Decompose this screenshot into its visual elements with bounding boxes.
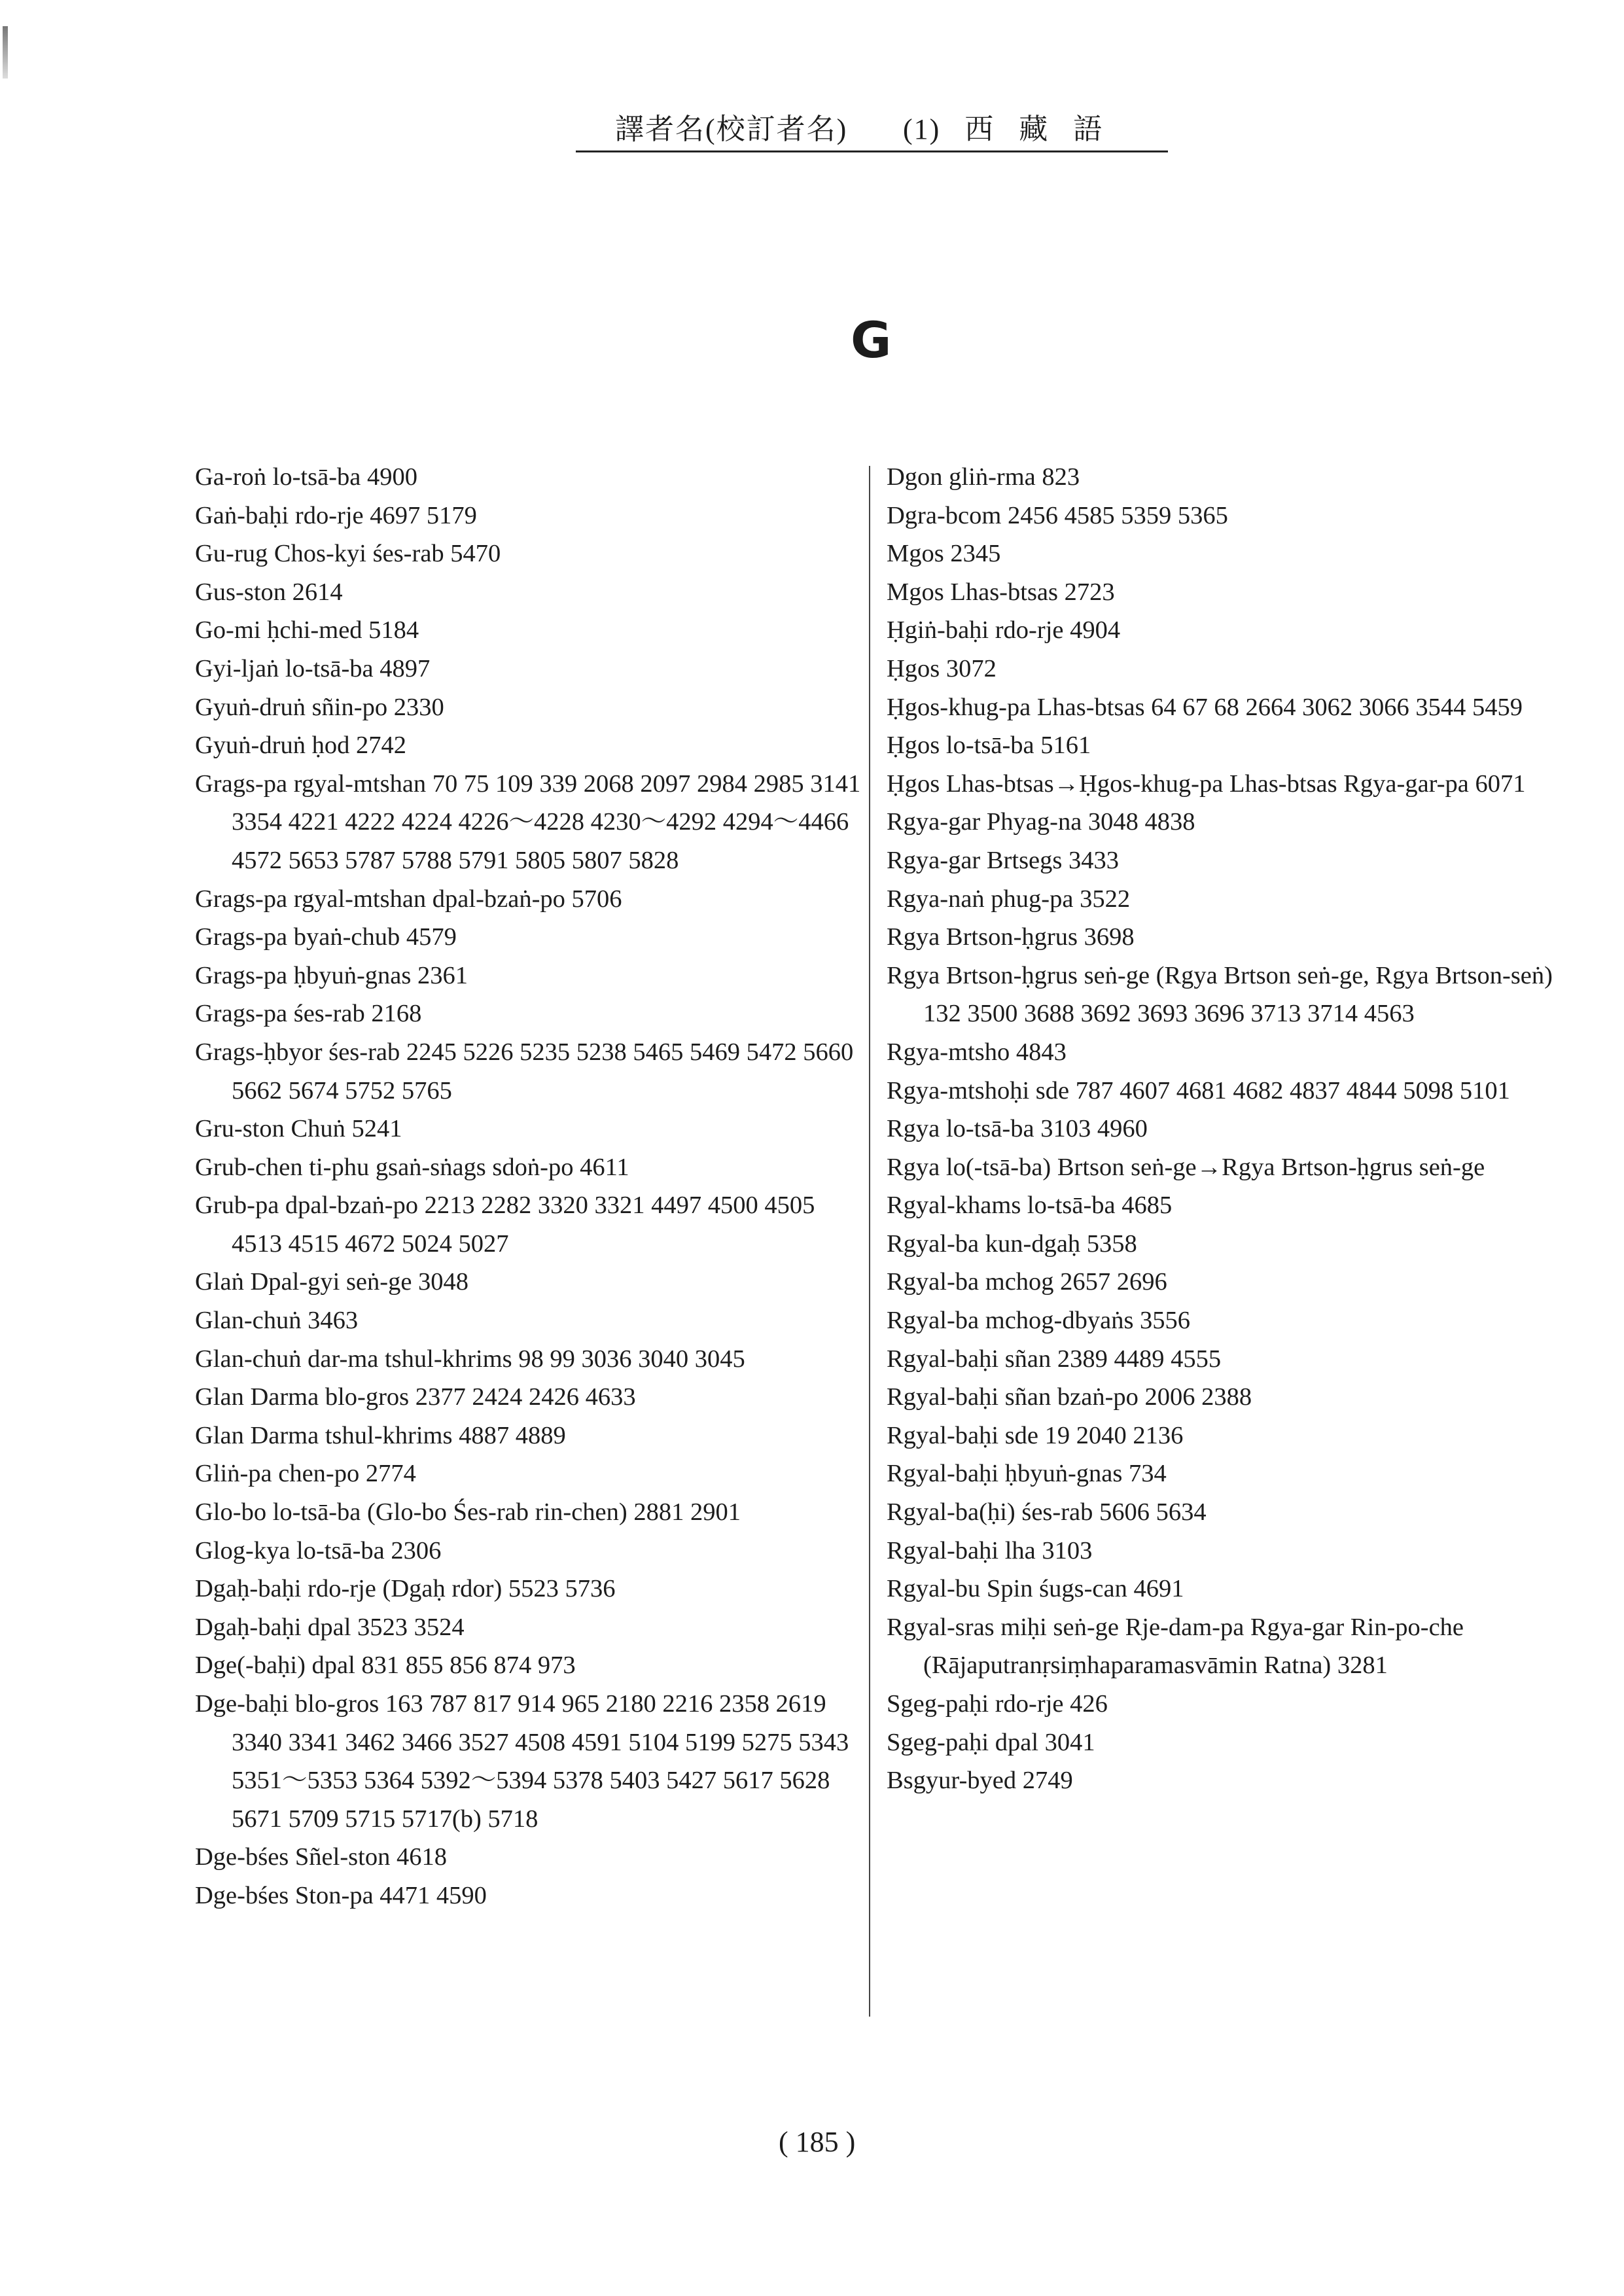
index-entry: Grags-pa ḥbyuṅ-gnas 2361 — [195, 961, 468, 989]
index-entry: Sgeg-paḥi rdo-rje 426 — [887, 1690, 1108, 1718]
index-entry: Grags-pa rgyal-mtshan 70 75 109 339 2068 2097 2984 2985 3141 3354 4221 4222 4224 4226～4228 4230～4292 4294～4466 4572 5653 5787 5788 5791 5805 5807 5828 — [195, 769, 861, 874]
index-entry: Gus-ston 2614 — [195, 578, 343, 606]
index-entry: Glan Darma blo-gros 2377 2424 2426 4633 — [195, 1383, 636, 1411]
index-entry: Dge-bśes Ston-pa 4471 4590 — [195, 1881, 487, 1909]
index-entry: Gu-rug Chos-kyi śes-rab 5470 — [195, 540, 501, 568]
index-entry: Dgra-bcom 2456 4585 5359 5365 — [887, 501, 1228, 529]
index-entry: Grags-pa byaṅ-chub 4579 — [195, 923, 457, 951]
index-entry: Glan-chuṅ 3463 — [195, 1307, 359, 1335]
index-entry: Glo-bo lo-tsā-ba (Glo-bo Śes-rab rin-chen) 2881 2901 — [195, 1498, 741, 1527]
index-entry: Dge(-baḥi) dpal 831 855 856 874 973 — [195, 1651, 576, 1680]
index-entry: Go-mi ḥchi-med 5184 — [195, 616, 419, 645]
index-entry: Grags-pa śes-rab 2168 — [195, 1000, 422, 1028]
index-entry: Rgyal-ba(ḥi) śes-rab 5606 5634 — [887, 1498, 1207, 1527]
index-entry: Rgya-mtshoḥi sde 787 4607 4681 4682 4837 4844 5098 5101 — [887, 1076, 1510, 1104]
index-column-right — [887, 458, 1567, 1800]
index-entry: Rgya-gar Phyag-na 3048 4838 — [887, 808, 1195, 836]
index-entry: Glan Darma tshul-khrims 4887 4889 — [195, 1421, 566, 1449]
index-entry: Dgaḥ-baḥi rdo-rje (Dgaḥ rdor) 5523 5736 — [195, 1575, 616, 1603]
index-column-left — [195, 458, 869, 1915]
scan-edge-mark — [3, 26, 8, 79]
index-entry: Rgya-mtsho 4843 — [887, 1038, 1067, 1066]
running-header — [576, 110, 1168, 152]
index-entry: Rgyal-bu Spin śugs-can 4691 — [887, 1575, 1184, 1603]
index-entry: Rgyal-baḥi sñan bzaṅ-po 2006 2388 — [887, 1383, 1252, 1411]
page-number: ( 185 ) — [779, 2126, 856, 2158]
index-entry: Gyi-ljaṅ lo-tsā-ba 4897 — [195, 654, 431, 682]
index-entry: Ga-roṅ lo-tsā-ba 4900 — [195, 463, 417, 491]
index-entry: Gliṅ-pa chen-po 2774 — [195, 1460, 416, 1488]
index-entry: Mgos 2345 — [887, 540, 1001, 568]
index-entry: Gaṅ-baḥi rdo-rje 4697 5179 — [195, 501, 477, 529]
index-entry: Grags-ḥbyor śes-rab 2245 5226 5235 5238 5465 5469 5472 5660 5662 5674 5752 5765 — [195, 1038, 854, 1104]
index-entry: Glaṅ Dpal-gyi seṅ-ge 3048 — [195, 1268, 469, 1296]
index-entry: Ḥgiṅ-baḥi rdo-rje 4904 — [887, 616, 1121, 645]
index-entry: Grub-chen ti-phu gsaṅ-sṅags sdoṅ-po 4611 — [195, 1153, 629, 1181]
section-letter: G — [851, 311, 892, 369]
index-entry: Sgeg-paḥi dpal 3041 — [887, 1728, 1095, 1756]
index-entry: Rgya-gar Brtsegs 3433 — [887, 846, 1119, 874]
index-entry: Mgos Lhas-btsas 2723 — [887, 578, 1115, 606]
index-entry: Rgyal-ba mchog 2657 2696 — [887, 1268, 1167, 1296]
index-entry: Dge-bśes Sñel-ston 4618 — [195, 1843, 447, 1871]
index-entry: Ḥgos Lhas-btsas→Ḥgos-khug-pa Lhas-btsas Rgya-gar-pa 6071 — [887, 769, 1526, 798]
index-entry: Rgyal-baḥi lha 3103 — [887, 1536, 1093, 1564]
index-entry: Rgyal-baḥi sñan 2389 4489 4555 — [887, 1345, 1222, 1373]
index-entry: Rgyal-baḥi ḥbyuṅ-gnas 734 — [887, 1460, 1167, 1488]
index-entry: Ḥgos 3072 — [887, 654, 997, 682]
index-entry: Rgyal-sras miḥi seṅ-ge Rje-dam-pa Rgya-gar Rin-po-che (Rājaputranṛsiṃhaparamasvāmin Ratna) 3281 — [887, 1613, 1464, 1680]
column-divider — [869, 466, 870, 2017]
index-entry: Bsgyur-byed 2749 — [887, 1767, 1073, 1795]
index-entry: Ḥgos lo-tsā-ba 5161 — [887, 732, 1091, 760]
index-entry: Rgya lo(-tsā-ba) Brtson seṅ-ge→Rgya Brtson-ḥgrus seṅ-ge — [887, 1153, 1485, 1181]
index-entry: Dgaḥ-baḥi dpal 3523 3524 — [195, 1613, 465, 1641]
index-entry: Dgon gliṅ-rma 823 — [887, 463, 1080, 491]
index-entry: Glan-chuṅ dar-ma tshul-khrims 98 99 3036 3040 3045 — [195, 1345, 745, 1373]
index-entry: Gyuṅ-druṅ ḥod 2742 — [195, 732, 406, 760]
index-entry: Rgya Brtson-ḥgrus seṅ-ge (Rgya Brtson seṅ-ge, Rgya Brtson-seṅ) 132 3500 3688 3692 3693 3696 3713 3714 4563 — [887, 961, 1553, 1028]
header-title: 譯者名(校訂者名) — [615, 113, 848, 145]
index-entry: Ḥgos-khug-pa Lhas-btsas 64 67 68 2664 3062 3066 3544 5459 — [887, 693, 1523, 721]
index-entry: Rgya Brtson-ḥgrus 3698 — [887, 923, 1135, 951]
index-entry: Rgya lo-tsā-ba 3103 4960 — [887, 1115, 1148, 1143]
index-entry: Rgya-naṅ phug-pa 3522 — [887, 885, 1131, 913]
index-entry: Rgyal-ba kun-dgaḥ 5358 — [887, 1229, 1137, 1258]
index-entry: Rgyal-baḥi sde 19 2040 2136 — [887, 1421, 1184, 1449]
index-entry: Gru-ston Chuṅ 5241 — [195, 1115, 402, 1143]
index-entry: Grags-pa rgyal-mtshan dpal-bzaṅ-po 5706 — [195, 885, 622, 913]
index-entry: Glog-kya lo-tsā-ba 2306 — [195, 1536, 442, 1564]
index-entry: Dge-baḥi blo-gros 163 787 817 914 965 2180 2216 2358 2619 3340 3341 3462 3466 3527 4508 4591 5104 5199 5275 5343 5351～5353 5364 5392～5394 5378 5403 5427 5617 5628 5671 5709 5715 5717(b) 5718 — [195, 1690, 849, 1833]
index-entry: Gyuṅ-druṅ sñin-po 2330 — [195, 693, 444, 721]
header-section: (1) 西 藏 語 — [903, 113, 1104, 145]
index-entry: Rgyal-khams lo-tsā-ba 4685 — [887, 1192, 1173, 1220]
index-entry: Grub-pa dpal-bzaṅ-po 2213 2282 3320 3321 4497 4500 4505 4513 4515 4672 5024 5027 — [195, 1192, 815, 1258]
index-entry: Rgyal-ba mchog-dbyaṅs 3556 — [887, 1307, 1191, 1335]
